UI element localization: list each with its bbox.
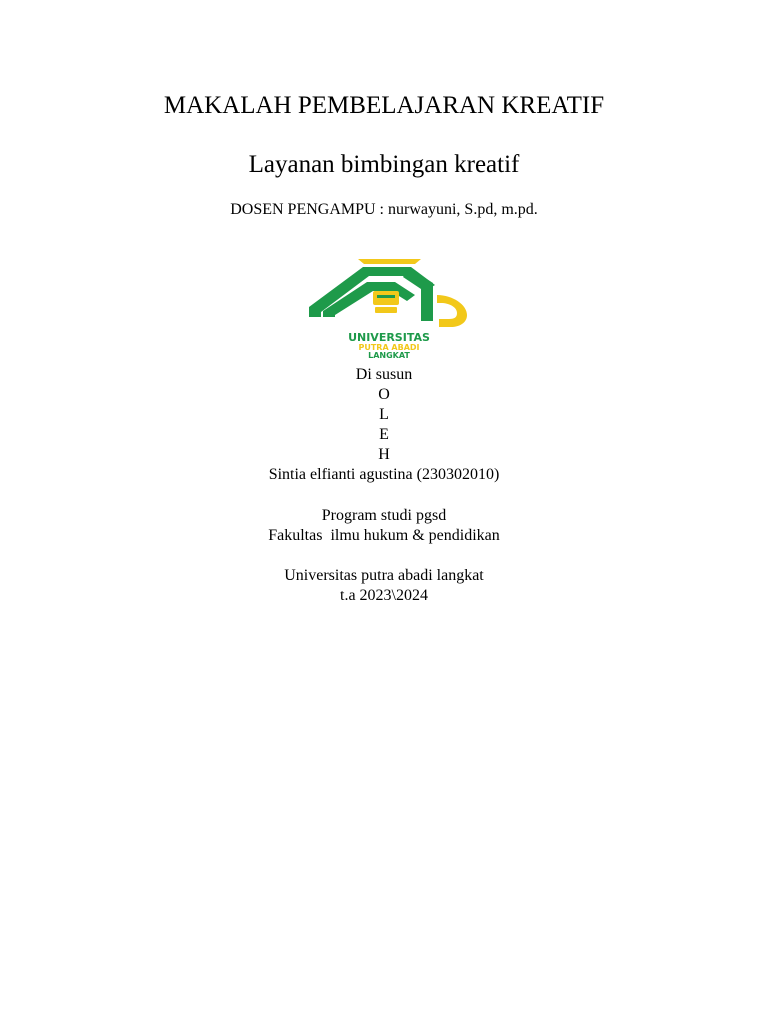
university-name: Universitas putra abadi langkat (284, 567, 484, 584)
document-subtitle: Layanan bimbingan kreatif (248, 151, 520, 178)
program-studi: Program studi pgsd (321, 507, 447, 524)
oleh-letter-o: O (378, 386, 390, 403)
fakultas: Fakultas ilmu hukum & pendidikan (268, 527, 500, 544)
author-name: Sintia elfianti agustina (230302010) (268, 466, 500, 483)
logo-cap (358, 259, 421, 264)
logo-text-langkat: LANGKAT (368, 351, 410, 360)
oleh-letter-e: E (379, 426, 389, 443)
dosen-pengampu: DOSEN PENGAMPU : nurwayuni, S.pd, m.pd. (230, 201, 538, 218)
logo-yellow-swoosh (437, 295, 467, 327)
disusun-label: Di susun (355, 366, 413, 383)
academic-year: t.a 2023\2024 (340, 587, 428, 604)
oleh-letter-h: H (378, 446, 390, 463)
oleh-letter-l: L (379, 406, 389, 423)
logo-text-putra-abadi: PUTRA ABADI (358, 343, 420, 352)
document-title: MAKALAH PEMBELAJARAN KREATIF (163, 92, 605, 119)
logo-text-universitas: UNIVERSITAS (348, 331, 430, 344)
university-logo (303, 255, 475, 360)
